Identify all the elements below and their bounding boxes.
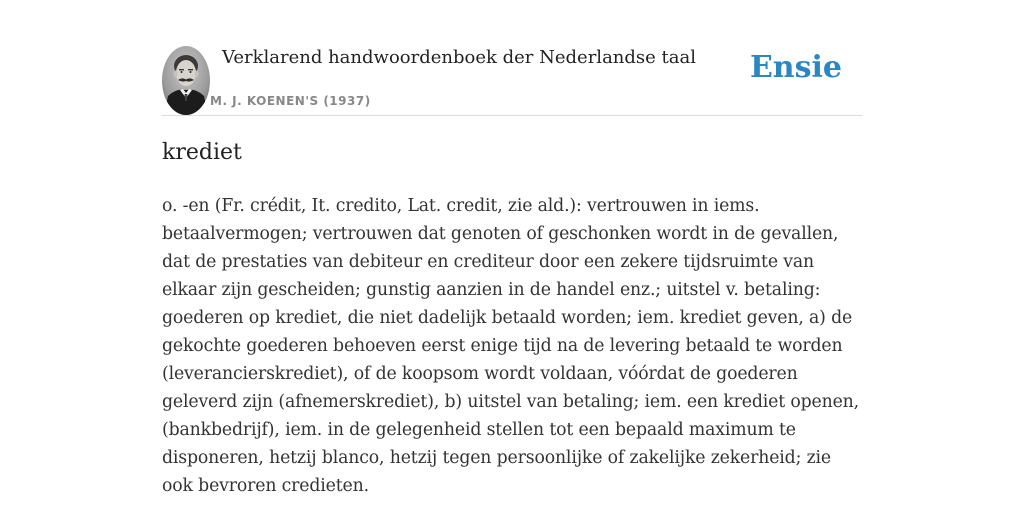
definition-text: o. -en (Fr. crédit, It. credito, Lat. credit, zie ald.): vertrouwen in iems. betaalvermogen; vertrouwen dat genoten of geschonken wordt in de gevallen, dat de prestaties van debiteur en crediteur door een zekere tijdsruimte van elkaar zijn gescheiden; gunstig aanzien in de handel enz.; uitstel v. betaling: goederen op krediet, die niet dadelijk betaald worden; iem. krediet geven, a) de gekochte goederen behoeven eerst enige tijd na de levering betaald te worden (leverancierskrediet), of de koopsom wordt voldaan, vóórdat de goederen geleverd zijn (afnemerskrediet), b) uitstel van betaling; iem. een krediet openen, (bankbedrijf), iem. in de gelegenheid stellen tot een bepaald maximum te disponeren, hetzij blanco, hetzij tegen persoonlijke of zakelijke zekerheid; zie ook bevroren credieten. bbox=[162, 196, 859, 496]
book-subtitle: M. J. KOENEN'S (1937) bbox=[210, 94, 371, 108]
brand-logo-link[interactable]: Ensie bbox=[749, 50, 842, 85]
author-portrait-icon bbox=[162, 46, 210, 115]
dictionary-header bbox=[162, 44, 862, 116]
page bbox=[162, 0, 862, 512]
headword: krediet bbox=[162, 140, 242, 165]
book-title: Verklarend handwoordenboek der Nederlandse taal bbox=[222, 47, 696, 68]
